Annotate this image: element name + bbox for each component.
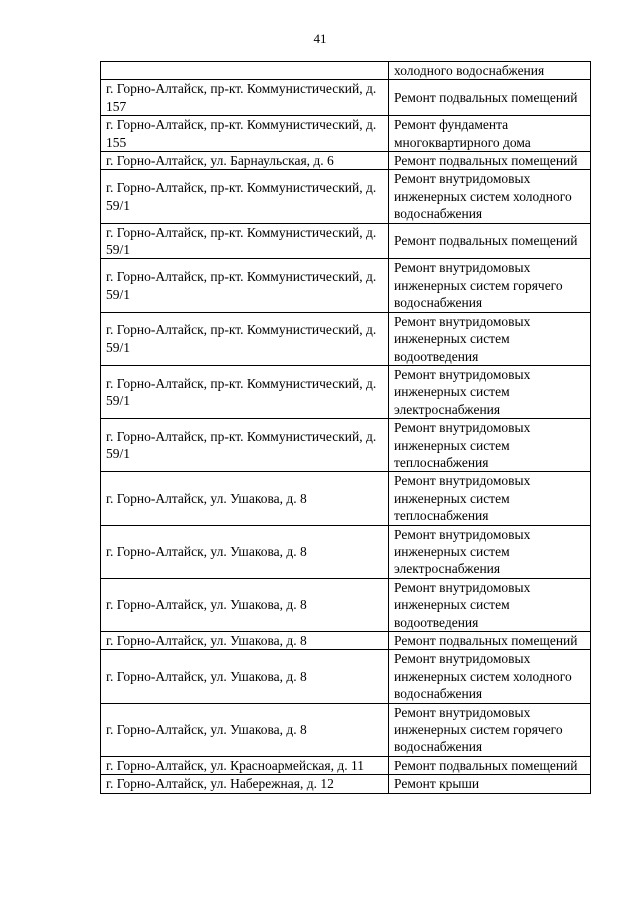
work-cell: Ремонт подвальных помещений — [389, 756, 591, 774]
work-cell: Ремонт фундамента многоквартирного дома — [389, 116, 591, 152]
work-cell: Ремонт подвальных помещений — [389, 80, 591, 116]
table-row — [101, 62, 591, 80]
page-number: 41 — [313, 31, 327, 46]
work-cell: Ремонт крыши — [389, 775, 591, 793]
address-cell: г. Горно-Алтайск, пр-кт. Коммунистический, д. 59/1 — [101, 312, 389, 365]
work-cell: Ремонт подвальных помещений — [389, 223, 591, 259]
address-cell: г. Горно-Алтайск, пр-кт. Коммунистический, д. 59/1 — [101, 365, 389, 418]
table-row — [101, 525, 591, 578]
table-row — [101, 472, 591, 525]
work-cell: Ремонт внутридомовых инженерных систем горячего водоснабжения — [389, 259, 591, 312]
table-row — [101, 152, 591, 170]
table-row — [101, 170, 591, 223]
work-cell: холодного водоснабжения — [389, 62, 591, 80]
address-cell: г. Горно-Алтайск, ул. Ушакова, д. 8 — [101, 525, 389, 578]
work-cell: Ремонт подвальных помещений — [389, 632, 591, 650]
table-row — [101, 116, 591, 152]
work-cell: Ремонт внутридомовых инженерных систем теплоснабжения — [389, 419, 591, 472]
address-cell: г. Горно-Алтайск, ул. Барнаульская, д. 6 — [101, 152, 389, 170]
address-cell: г. Горно-Алтайск, пр-кт. Коммунистический, д. 59/1 — [101, 223, 389, 259]
work-cell: Ремонт внутридомовых инженерных систем холодного водоснабжения — [389, 650, 591, 703]
table-row — [101, 312, 591, 365]
work-cell: Ремонт внутридомовых инженерных систем водоотведения — [389, 312, 591, 365]
address-cell: г. Горно-Алтайск, ул. Ушакова, д. 8 — [101, 703, 389, 756]
work-cell: Ремонт внутридомовых инженерных систем горячего водоснабжения — [389, 703, 591, 756]
table-row — [101, 756, 591, 774]
address-cell: г. Горно-Алтайск, ул. Ушакова, д. 8 — [101, 578, 389, 631]
address-cell: г. Горно-Алтайск, ул. Ушакова, д. 8 — [101, 632, 389, 650]
table-row — [101, 632, 591, 650]
table-row — [101, 365, 591, 418]
table-row — [101, 419, 591, 472]
works-table — [100, 61, 591, 794]
work-cell: Ремонт внутридомовых инженерных систем электроснабжения — [389, 365, 591, 418]
table-row — [101, 703, 591, 756]
address-cell: г. Горно-Алтайск, ул. Набережная, д. 12 — [101, 775, 389, 793]
table-row — [101, 259, 591, 312]
address-cell: г. Горно-Алтайск, пр-кт. Коммунистический, д. 59/1 — [101, 170, 389, 223]
address-cell: г. Горно-Алтайск, пр-кт. Коммунистический, д. 59/1 — [101, 259, 389, 312]
address-cell: г. Горно-Алтайск, ул. Красноармейская, д. 11 — [101, 756, 389, 774]
table-row — [101, 578, 591, 631]
address-cell: г. Горно-Алтайск, ул. Ушакова, д. 8 — [101, 472, 389, 525]
table-row — [101, 223, 591, 259]
works-table-body — [101, 62, 591, 794]
work-cell: Ремонт подвальных помещений — [389, 152, 591, 170]
address-cell: г. Горно-Алтайск, ул. Ушакова, д. 8 — [101, 650, 389, 703]
work-cell: Ремонт внутридомовых инженерных систем холодного водоснабжения — [389, 170, 591, 223]
work-cell: Ремонт внутридомовых инженерных систем теплоснабжения — [389, 472, 591, 525]
address-cell: г. Горно-Алтайск, пр-кт. Коммунистический, д. 155 — [101, 116, 389, 152]
work-cell: Ремонт внутридомовых инженерных систем водоотведения — [389, 578, 591, 631]
work-cell: Ремонт внутридомовых инженерных систем электроснабжения — [389, 525, 591, 578]
address-cell — [101, 62, 389, 80]
address-cell: г. Горно-Алтайск, пр-кт. Коммунистический, д. 59/1 — [101, 419, 389, 472]
table-row — [101, 775, 591, 793]
table-row — [101, 80, 591, 116]
table-row — [101, 650, 591, 703]
address-cell: г. Горно-Алтайск, пр-кт. Коммунистический, д. 157 — [101, 80, 389, 116]
